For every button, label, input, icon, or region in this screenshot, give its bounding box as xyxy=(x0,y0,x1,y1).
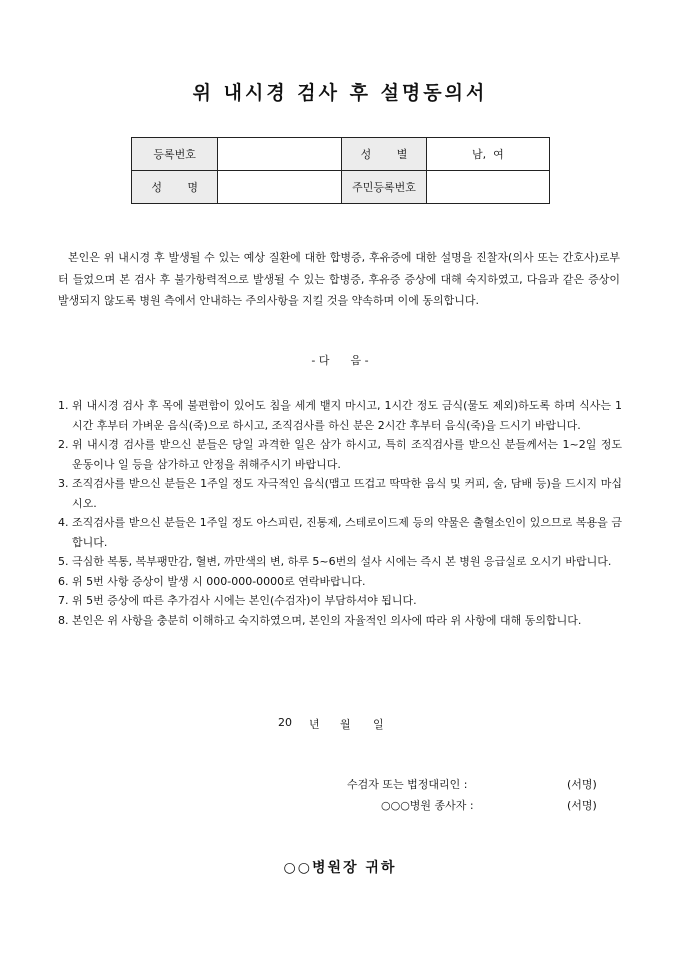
item-number: 7. xyxy=(58,594,69,607)
list-item xyxy=(58,513,622,552)
item-text: 극심한 복통, 복부팽만감, 혈변, 까만색의 변, 하루 5~6번의 설사 시에는 즉시 본 병원 응급실로 오시기 바랍니다. xyxy=(72,555,612,568)
patient-info-table xyxy=(131,137,550,204)
patient-signature-label: 수검자 또는 법정대리인 : xyxy=(347,778,468,791)
reg-no-label: 등록번호 xyxy=(132,138,218,171)
section-subheading: - 다 음 - xyxy=(311,354,369,367)
item-number: 5. xyxy=(58,555,69,568)
item-number: 6. xyxy=(58,574,69,588)
item-text: 본인은 위 사항을 충분히 이해하고 숙지하였으며, 본인의 자율적인 의사에 따라 위 사항에 대해 동의합니다. xyxy=(72,613,582,627)
document-title: 위 내시경 검사 후 설명동의서 xyxy=(192,82,488,104)
patient-signature-field[interactable]: (서명) xyxy=(567,778,597,791)
item-number: 2. xyxy=(58,438,69,451)
list-item xyxy=(58,435,622,474)
table-row xyxy=(132,171,550,204)
name-field[interactable] xyxy=(218,171,342,204)
precautions-list xyxy=(58,396,622,630)
date-year-unit: 년 xyxy=(309,718,320,731)
item-number: 1. xyxy=(58,399,69,412)
item-text: 위 내시경 검사를 받으신 분들은 당일 과격한 일은 삼가 하시고, 특히 조직검사를 받으신 분들께서는 1~2일 정도 운동이나 일 등을 삼가하고 안정을 취해주시기 바랍니다. xyxy=(72,438,622,471)
item-text: 위 5번 사항 증상이 발생 시 000-000-0000로 연락바랍니다. xyxy=(72,574,366,588)
table-row xyxy=(132,138,550,171)
date-day-unit: 일 xyxy=(373,718,384,731)
item-number: 8. xyxy=(58,613,69,627)
date-month-unit: 월 xyxy=(340,718,351,731)
date-year-prefix: 20 xyxy=(278,716,292,729)
list-item xyxy=(58,396,622,435)
staff-signature-label: ○○○병원 종사자 : xyxy=(381,799,474,812)
item-number: 3. xyxy=(58,477,69,490)
list-item xyxy=(58,611,622,631)
item-text: 조직검사를 받으신 분들은 1주일 정도 자극적인 음식(맵고 뜨겁고 딱딱한 음식 및 커피, 술, 담배 등)을 드시지 마십시오. xyxy=(72,477,622,510)
list-item xyxy=(58,591,622,611)
gender-label: 성 별 xyxy=(342,138,426,171)
gender-field[interactable]: 남, 여 xyxy=(426,138,549,171)
list-item xyxy=(58,572,622,592)
list-item xyxy=(58,552,622,572)
name-label: 성 명 xyxy=(132,171,218,204)
resident-no-field[interactable] xyxy=(426,171,549,204)
consent-intro-paragraph: 본인은 위 내시경 후 발생될 수 있는 예상 질환에 대한 합병증, 후유증에 대한 설명을 진찰자(의사 또는 간호사)로부터 들었으며 본 검사 후 불가항력적으로 발생될 수 있는 합병증, 후유증 증상에 대해 숙지하였고, 다음과 같은 증상이 발생되지 않도록 병원 측에서 안내하는 주의사항을 지킬 것을 약속하며 이에 동의합니다. xyxy=(58,251,620,307)
item-text: 위 내시경 검사 후 목에 불편함이 있어도 침을 세게 뱉지 마시고, 1시간 정도 금식(물도 제외)하도록 하며 식사는 1시간 후부터 가벼운 음식(죽)으로 하시고, 조직검사를 하신 분은 2시간 후부터 음식(죽)을 드시기 바랍니다. xyxy=(72,399,622,432)
item-number: 4. xyxy=(58,516,69,529)
signing-date xyxy=(278,716,384,732)
reg-no-field[interactable] xyxy=(218,138,342,171)
addressee-closing: ○○병원장 귀하 xyxy=(283,860,397,876)
item-text: 조직검사를 받으신 분들은 1주일 정도 아스피린, 진통제, 스테로이드제 등의 약물은 출혈소인이 있으므로 복용을 금합니다. xyxy=(72,516,622,549)
list-item xyxy=(58,474,622,513)
staff-signature-field[interactable]: (서명) xyxy=(567,799,597,812)
resident-no-label: 주민등록번호 xyxy=(342,171,426,204)
item-text: 위 5번 증상에 따른 추가검사 시에는 본인(수검자)이 부담하셔야 됩니다. xyxy=(72,594,417,607)
